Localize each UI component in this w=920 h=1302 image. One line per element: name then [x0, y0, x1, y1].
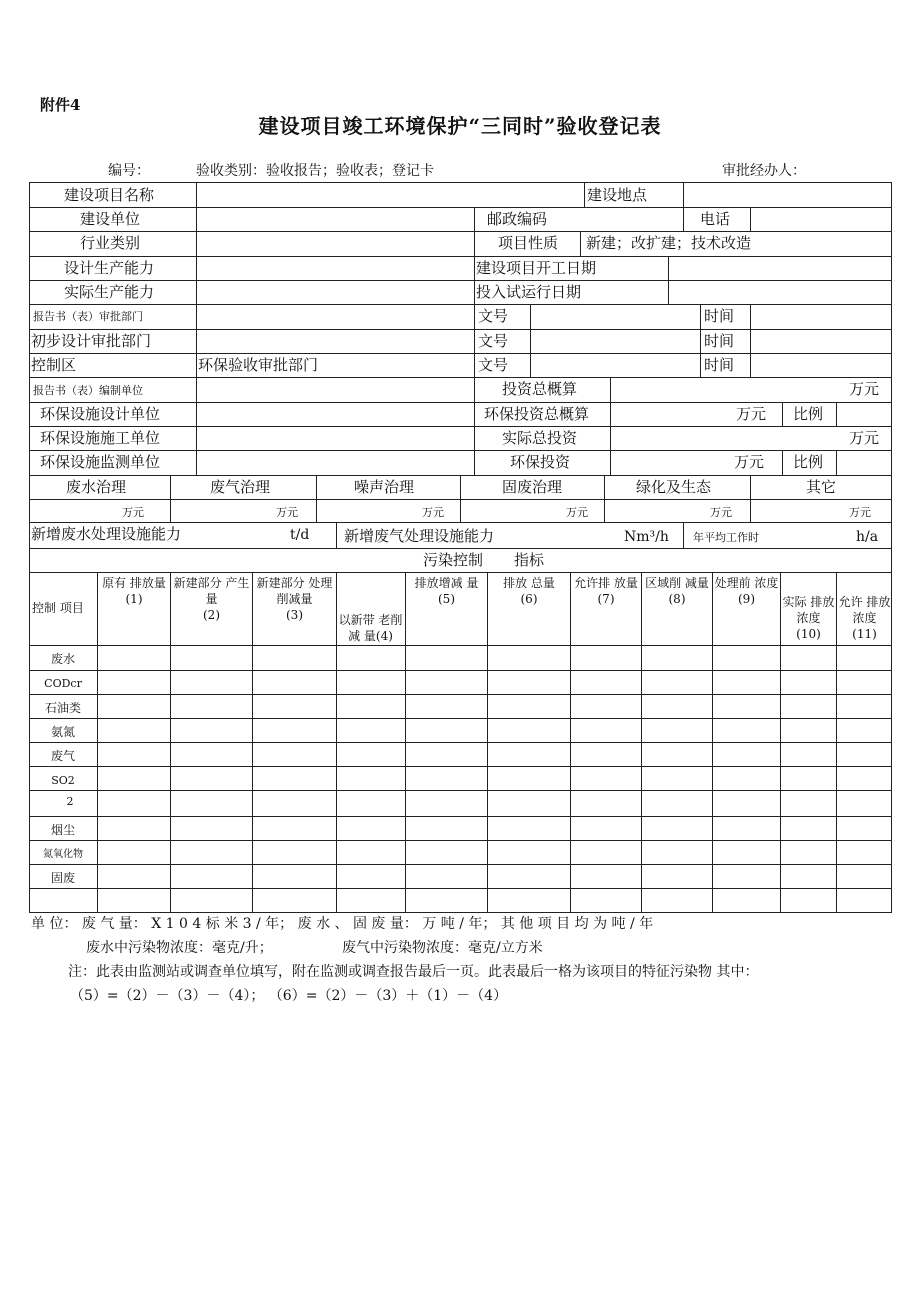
wastewater-label: 废水治理 — [66, 478, 127, 496]
industry-label: 行业类别 — [80, 234, 141, 252]
ha-unit: h/a — [856, 529, 879, 545]
greening-unit: 万元 — [710, 506, 732, 519]
env-design-unit-label: 环保设施设计单位 — [40, 405, 161, 423]
col-5: 排放增减 量 (5) — [414, 576, 479, 607]
invest-budget-label: 投资总概算 — [502, 380, 578, 398]
col-control-item: 控制 项目 — [32, 601, 84, 615]
row-waste-gas: 废气 — [50, 749, 75, 763]
row-petroleum: 石油类 — [44, 701, 81, 715]
row-wastewater: 废水 — [50, 652, 75, 666]
attachment-label: 附件4 — [40, 96, 81, 114]
new-water-capacity-label: 新增废水处理设施能力 — [31, 525, 182, 543]
start-date-label: 建设项目开工日期 — [476, 259, 597, 277]
postcode-label: 邮政编码 — [487, 210, 548, 228]
approver-label: 审批经办人： — [722, 163, 806, 179]
env-monitor-unit-label: 环保设施监测单位 — [40, 453, 161, 471]
other-label: 其它 — [806, 478, 837, 496]
project-name-label: 建设项目名称 — [64, 186, 155, 204]
col-6: 排放 总量 (6) — [503, 576, 555, 607]
actual-capacity-label: 实际生产能力 — [64, 283, 155, 301]
col-11: 允许 排放 浓度 (11) — [838, 595, 891, 642]
row-so2-subscript: 2 — [66, 795, 74, 808]
doc-no-label: 文号 — [478, 356, 509, 374]
note: 注：此表由监测站或调查单位填写，附在监测或调查报告最后一页。此表最后一格为该项目的特征污染物 其中： — [68, 964, 759, 980]
report-author-label: 报告书（表）编制单位 — [33, 384, 143, 397]
page-title: 建设项目竣工环境保护“三同时”验收登记表 — [258, 114, 662, 138]
env-invest-label: 环保投资 — [510, 453, 571, 471]
wastewater-unit: 万元 — [122, 506, 144, 519]
col-9: 处理前 浓度 (9) — [714, 576, 779, 607]
env-invest-budget-label: 环保投资总概算 — [484, 405, 590, 423]
col-2: 新建部分 产生量 (2) — [173, 576, 250, 623]
row-nox: 氮氧化物 — [43, 849, 83, 860]
waste-gas-unit: 万元 — [276, 506, 298, 519]
unit-label: 建设单位 — [80, 210, 141, 228]
row-soot: 烟尘 — [50, 823, 75, 837]
water-concentration-unit: 废水中污染物浓度：毫克/升； — [86, 940, 273, 956]
number-label: 编号： — [108, 163, 150, 179]
actual-invest-unit: 万元 — [849, 429, 880, 447]
env-build-unit-label: 环保设施施工单位 — [40, 429, 161, 447]
prelim-dept-label: 初步设计审批部门 — [31, 332, 152, 350]
col-3: 新建部分 处理削减量 (3) — [256, 576, 333, 623]
phone-label: 电话 — [700, 210, 731, 228]
row-solid-waste: 固废 — [50, 871, 75, 885]
col-1: 原有 排放量 (1) — [102, 576, 166, 607]
solid-waste-unit: 万元 — [566, 506, 588, 519]
env-invest-budget-unit: 万元 — [736, 405, 767, 423]
ratio-label: 比例 — [793, 405, 824, 423]
nature-value: 新建；改扩建；技术改造 — [586, 234, 752, 252]
units-line: 单 位： 废 气 量： X 1 0 4 标 米 3 / 年； 废 水 、 固 废 量： 万 吨 / 年； 其 他 项 目 均 为 吨 / 年 — [31, 916, 654, 932]
row-codcr: CODcr — [44, 677, 82, 690]
actual-invest-label: 实际总投资 — [502, 429, 578, 447]
invest-unit: 万元 — [849, 380, 880, 398]
doc-no-label: 文号 — [478, 307, 509, 325]
col-10: 实际 排放 浓度 (10) — [782, 595, 835, 642]
design-capacity-label: 设计生产能力 — [64, 259, 155, 277]
waste-gas-label: 废气治理 — [210, 478, 271, 496]
col-8: 区域削 减量 (8) — [645, 576, 709, 607]
time-label: 时间 — [704, 307, 735, 325]
doc-no-label: 文号 — [478, 332, 509, 350]
solid-waste-label: 固废治理 — [502, 478, 563, 496]
col-7: 允许排 放量 (7) — [574, 576, 638, 607]
pollution-section-label-2: 指标 — [514, 551, 545, 569]
gas-concentration-unit: 废气中污染物浓度：毫克/立方米 — [342, 940, 543, 956]
env-accept-dept-label: 环保验收审批部门 — [198, 356, 319, 374]
pollution-section-label: 污染控制 — [423, 551, 484, 569]
report-dept-label: 报告书（表）审批部门 — [33, 310, 143, 323]
greening-label: 绿化及生态 — [636, 478, 712, 496]
location-label: 建设地点 — [587, 186, 648, 204]
nature-label: 项目性质 — [498, 234, 559, 252]
formula: （5）=（2）－（3）－（4）； （6）=（2）－（3）＋（1）－（4） — [70, 988, 508, 1004]
col-4: 以新带 老削减 量(4) — [338, 613, 403, 644]
other-unit: 万元 — [849, 506, 871, 519]
noise-label: 噪声治理 — [354, 478, 415, 496]
trial-date-label: 投入试运行日期 — [476, 283, 582, 301]
category-label: 验收类别：验收报告；验收表；登记卡 — [196, 163, 434, 179]
td-unit: t/d — [290, 527, 310, 543]
time-label: 时间 — [704, 332, 735, 350]
time-label: 时间 — [704, 356, 735, 374]
nmh-unit: Nm³/h — [624, 529, 669, 545]
noise-unit: 万元 — [422, 506, 444, 519]
control-zone-label: 控制区 — [31, 356, 77, 374]
new-gas-capacity-label: 新增废气处理设施能力 — [344, 527, 495, 545]
ratio-label: 比例 — [793, 453, 824, 471]
work-hours-label: 年平均工作时 — [693, 531, 759, 544]
row-so2: SO2 — [51, 774, 75, 787]
row-ammonia: 氨氮 — [50, 725, 75, 739]
env-invest-unit: 万元 — [734, 453, 765, 471]
